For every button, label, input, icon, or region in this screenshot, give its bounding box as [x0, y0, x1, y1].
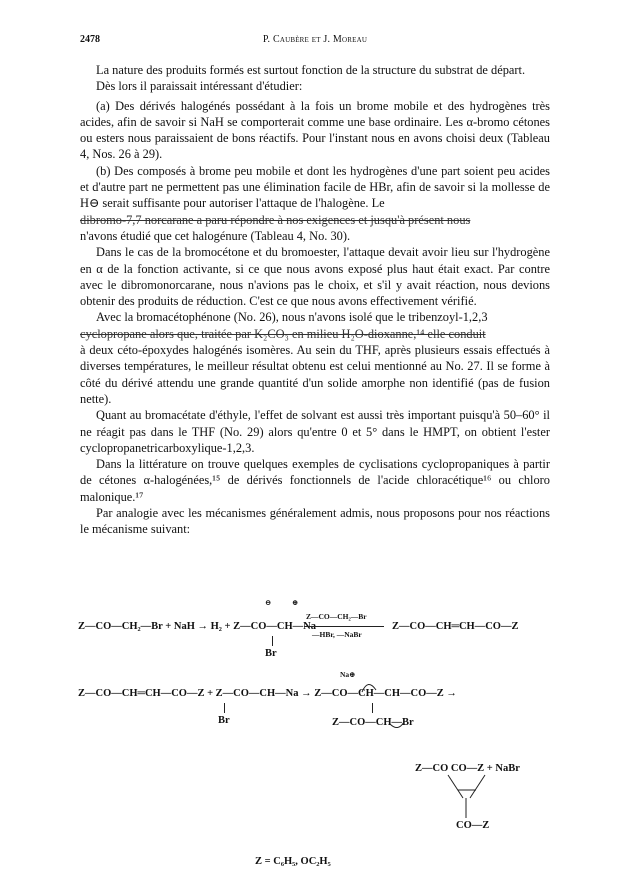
- cyclopropane-substituent: CO—Z: [456, 820, 490, 831]
- struck-line: cyclopropane alors que, traitée par K₂CO₃ en milieu H₂O-dioxanne,¹⁴ elle conduit: [80, 326, 486, 341]
- anion-charge: ⊖: [265, 598, 272, 607]
- paragraph: à deux céto-époxydes halogénés isomères. Au sein du THF, après plusieurs essais effectués à diverses températures, le meilleur résultat obtenu est celui mentionné au No. 27. Il se forme à côté du dérivé attendu une grande quantité d'un solide amorphe non identifié (pas de fusion nette).: [80, 343, 550, 406]
- equation-1-product: Z—CO—CH═CH—CO—Z: [392, 621, 519, 632]
- paragraph: Dans la littérature on trouve quelques exemples de cyclisations cyclopropaniques à partir de cétones α-halogénées,¹⁵ de dérivés fonctionnels de l'acide chloracétique¹⁶ ou chloro malonique.¹⁷: [80, 457, 550, 504]
- struck-line: dibromo-7,7 norcarane a paru répondre à nos exigences et jusqu'à présent nous: [80, 212, 471, 227]
- ring-bond: [470, 775, 485, 798]
- sodium-cation: Na⊕: [340, 670, 356, 679]
- paragraph: Quant au bromacétate d'éthyle, l'effet de solvant est aussi très important puisqu'à 50–60° il ne réagit pas dans le THF (No. 29) alors qu'entre 0 et 5° dans le HMPT, on obtient l'ester cyclopropanetricarboxylique-1,2,3.: [80, 408, 550, 455]
- curved-arrow: [390, 722, 404, 728]
- equation-2: Z—CO—CH═CH—CO—Z + Z—CO—CH—Na → Z—CO—CH—CH—CO—Z →: [78, 688, 457, 699]
- cation-charge: ⊕: [292, 598, 299, 607]
- adduct-fragment: Z—CO—CH—Br: [332, 717, 414, 728]
- paragraph: n'avons étudié que cet halogénure (Tableau 4, No. 30).: [80, 228, 351, 243]
- paragraph: (a) Des dérivés halogénés possédant à la fois un brome mobile et des hydrogènes très acides, afin de savoir si NaH se comporterait comme une base ordinaire. Les α-bromo cétones ou esters nous paraissaient de bons réactifs. Pour l'instant nous en avons choisi deux (Tableau 4, Nos. 26 à 29).: [80, 98, 550, 162]
- equation-1-conditions: —HBr, —NaBr: [312, 630, 362, 639]
- substituent-definition: Z = C₆H₅, OC₂H₅: [255, 856, 331, 867]
- ring-bond: [448, 775, 463, 798]
- cyclopropane-product: Z—CO CO—Z + NaBr: [415, 763, 520, 774]
- equation-1-reagent: Z—CO—CH₂—Br: [306, 612, 367, 621]
- paragraph: Par analogie avec les mécanismes généralement admis, nous proposons pour nos réactions le mécanisme suivant:: [80, 506, 550, 537]
- curved-arrow: [362, 684, 376, 692]
- paragraph: La nature des produits formés est surtout fonction de la structure du substrat de départ.: [96, 63, 526, 77]
- paragraph: Avec la bromacétophénone (No. 26), nous n'avons isolé que le tribenzoyl-1,2,3: [96, 310, 488, 325]
- paragraph: Dès lors il paraissait intéressant d'étudier:: [96, 79, 303, 94]
- page-number: 2478: [80, 34, 100, 45]
- paragraph: Dans le cas de la bromocétone et du bromoester, l'attaque devait avoir lieu sur l'hydrogène en α de la fonction activante, si ce que nous avons exposé plus haut était exact. Par contre avec le dibromonorcarane, nous n'avions pas le choix, et s'il y avait réaction, nous devions obtenir des produits de réduction. C'est ce que nous avons effectivement vérifié.: [80, 245, 550, 309]
- bromine-substituent: Br: [218, 715, 230, 726]
- equation-1-left: Z—CO—CH₂—Br + NaH → H₂ + Z—CO—CH—Na: [78, 621, 316, 632]
- bromine-substituent: Br: [265, 648, 277, 659]
- paragraph: (b) Des composés à brome peu mobile et dont les hydrogènes d'une part soient peu acides et d'autre part ne permettent pas une élimination facile de HBr, afin de savoir si la mollesse de H⊖ serait suffisante pour autoriser l'attaque de l'halogène. Le: [80, 163, 550, 211]
- authors: P. Caubère et J. Moreau: [262, 34, 368, 45]
